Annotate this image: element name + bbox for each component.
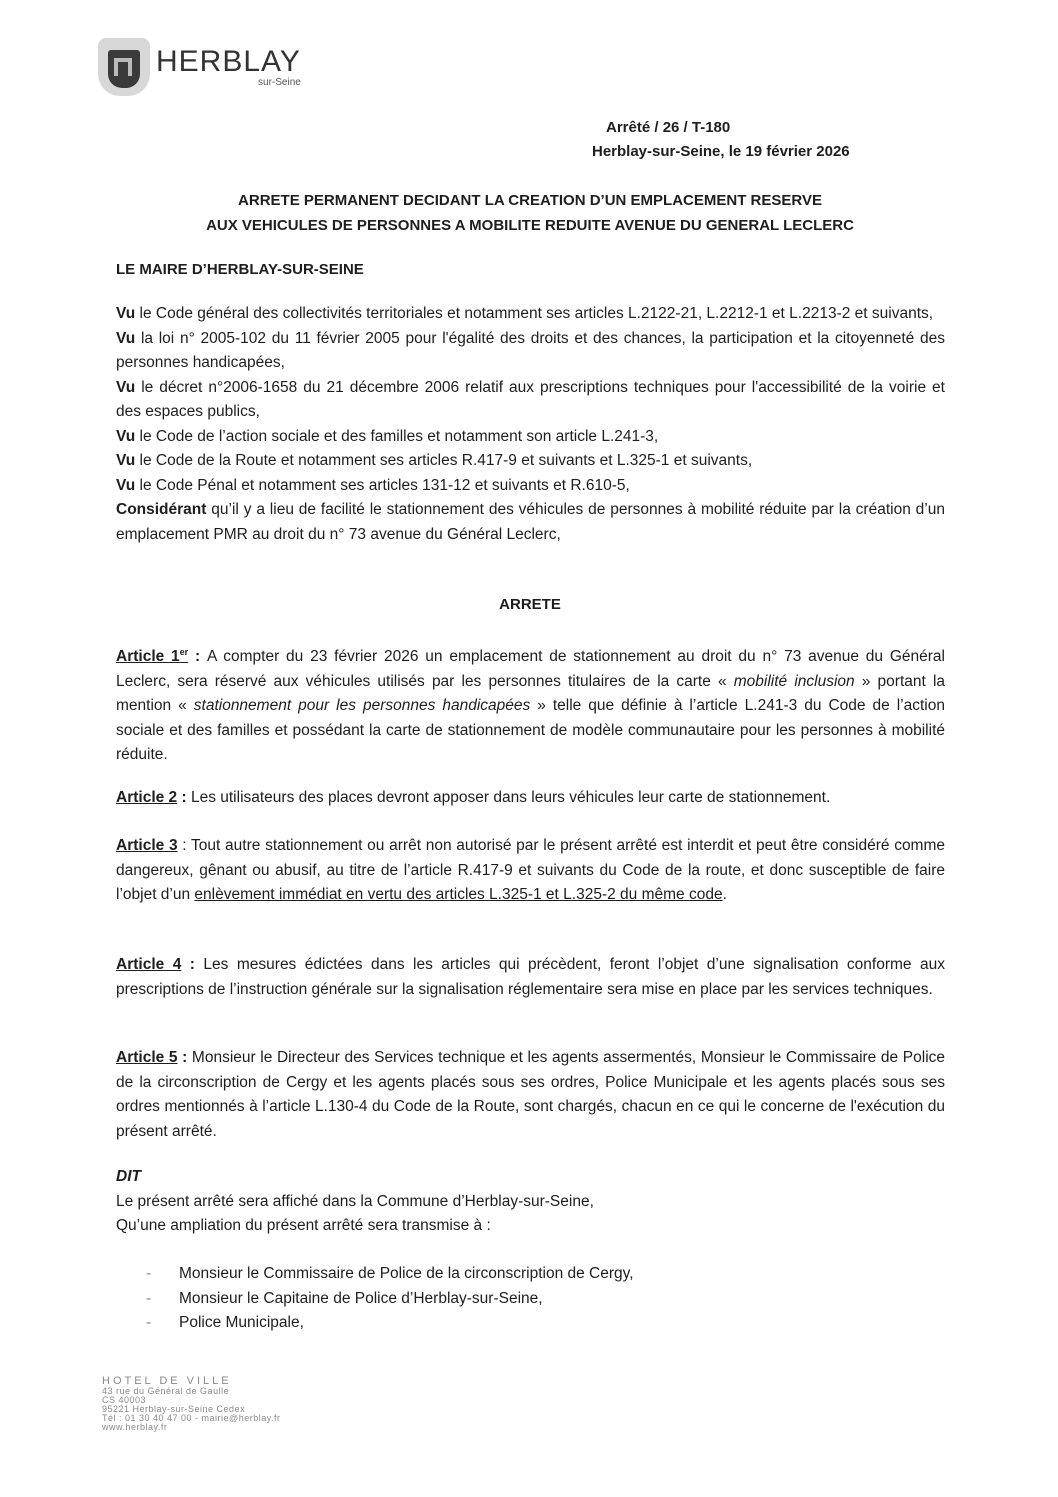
title-line-2: AUX VEHICULES DE PERSONNES A MOBILITE REDUITE AVENUE DU GENERAL LECLERC: [206, 217, 854, 234]
article-label: Article 1er: [116, 647, 189, 666]
arrete-heading: ARRETE: [499, 596, 561, 613]
arrete-reference: Arrêté / 26 / T-180: [606, 119, 731, 136]
herblay-logo: [98, 38, 301, 96]
logo-name: HERBLAY: [156, 44, 301, 78]
document-title: [100, 188, 960, 238]
article-label: Article 4: [116, 956, 182, 973]
place-date: Herblay-sur-Seine, le 19 février 2026: [592, 143, 850, 160]
recipient-list: [146, 1262, 634, 1336]
article-label: Article 3: [116, 837, 178, 854]
recitals: [116, 302, 945, 547]
article-label: Article 5: [116, 1049, 178, 1066]
title-line-1: ARRETE PERMANENT DECIDANT LA CREATION D’UN EMPLACEMENT RESERVE: [238, 192, 822, 209]
reference-block: [592, 116, 850, 164]
city-crest-icon: [98, 38, 150, 96]
article-3: Article 3 : Tout autre stationnement ou arrêt non autorisé par le présent arrêté est interdit et peut être considéré comme dangereux, gênant ou abusif, au titre de l’article R.417-9 et suivants du Code de la route, et donc susceptible de faire l’objet d’un enlèvement immédiat en vertu des articles L.325-1 et L.325-2 du même code.: [116, 837, 946, 903]
recital: Vu le Code de la Route et notamment ses articles R.417-9 et suivants et L.325-1 et suivants,: [116, 452, 753, 469]
list-item: - Monsieur le Commissaire de Police de la circonscription de Cergy,: [146, 1265, 634, 1282]
list-item: - Monsieur le Capitaine de Police d’Herblay-sur-Seine,: [146, 1289, 543, 1307]
recital: Vu le Code général des collectivités territoriales et notamment ses articles L.2122-21, L.2212-1 et L.2213-2 et suivants,: [116, 305, 934, 322]
recital: Vu la loi n° 2005-102 du 11 février 2005 pour l'égalité des droits et des chances, la participation et la citoyenneté des personnes handicapées,: [116, 329, 945, 371]
article-label: Article 2: [116, 789, 178, 806]
article-4: Article 4 : Les mesures édictées dans les articles qui précèdent, feront l’objet d’une signalisation conforme aux prescriptions de l’instruction générale sur la signalisation réglementaire sera mise en place par les services techniques.: [116, 956, 945, 998]
footer-address: HOTEL DE VILLE 43 rue du Général de Gaulle CS 40003 95221 Herblay-sur-Seine Cedex Tél : 01 30 40 47 00 - mairie@herblay.fr www.herblay.fr: [102, 1375, 281, 1432]
dit-line: Le présent arrêté sera affiché dans la Commune d’Herblay-sur-Seine,: [116, 1192, 594, 1210]
dit-line: Qu’une ampliation du présent arrêté sera transmise à :: [116, 1217, 491, 1234]
dit-heading: DIT: [116, 1168, 141, 1185]
logo-subtitle: sur-Seine: [258, 76, 301, 88]
recital: Vu le Code Pénal et notamment ses articles 131-12 et suivants et R.610-5,: [116, 476, 630, 494]
article-2: Article 2 : Les utilisateurs des places devront apposer dans leurs véhicules leur carte de stationnement.: [116, 789, 831, 806]
recital: Considérant qu’il y a lieu de facilité le stationnement des véhicules de personnes à mobilité réduite par la création d’un emplacement PMR au droit du n° 73 avenue du Général Leclerc,: [116, 501, 945, 543]
recital: Vu le Code de l’action sociale et des familles et notamment son article L.241-3,: [116, 427, 659, 445]
article-1: Article 1er : A compter du 23 février 2026 un emplacement de stationnement au droit du n° 73 avenue du Général Leclerc, sera réservé aux véhicules utilisés par les personnes titulaires de la carte « mobilité inclusion » portant la mention « stationnement pour les personnes handicapées » telle que définie à l’article L.241-3 du Code de l’action sociale et des familles et possédant la carte de stationnement de modèle communautaire pour les personnes à mobilité réduite.: [116, 647, 946, 764]
dit-section: [116, 1165, 945, 1239]
article-5: Article 5 : Monsieur le Directeur des Services technique et les agents assermentés, Monsieur le Commissaire de Police de la circonscription de Cergy et les agents placés sous ses ordres, Police Municipale et les agents placés sous ses ordres mentionnés à l’article L.130-4 du Code de la Route, sont chargés, chacun en ce qui le concerne de l'exécution du présent arrêté.: [116, 1049, 946, 1140]
recital: Vu le décret n°2006-1658 du 21 décembre 2006 relatif aux prescriptions techniques pour l'accessibilité de la voirie et des espaces publics,: [116, 378, 945, 420]
list-item: - Police Municipale,: [146, 1314, 304, 1331]
authority-heading: LE MAIRE D’HERBLAY-SUR-SEINE: [116, 261, 364, 278]
